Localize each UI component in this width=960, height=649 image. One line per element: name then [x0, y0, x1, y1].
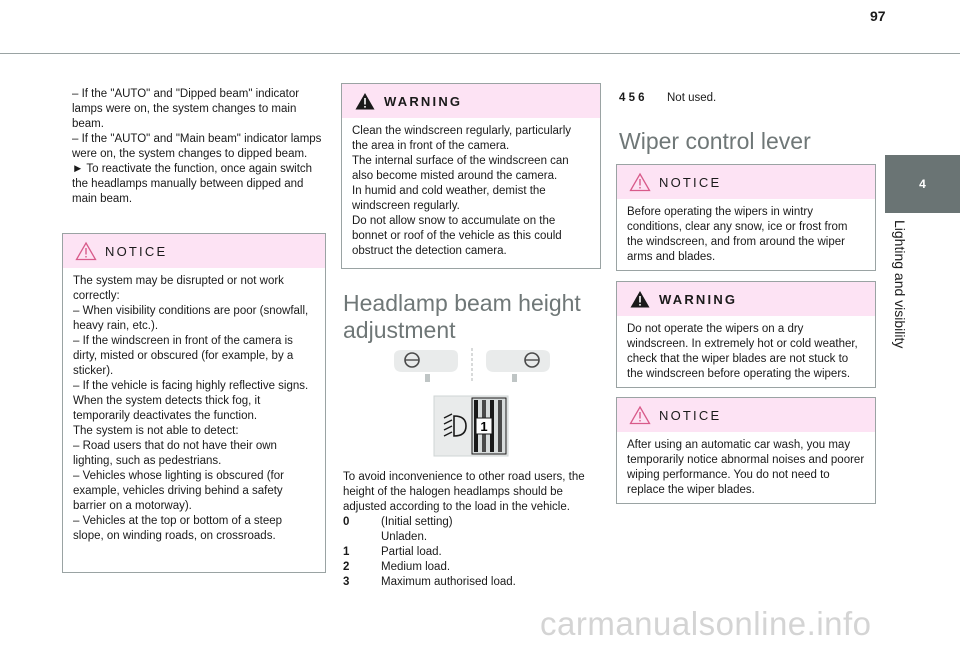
warning-header	[342, 84, 600, 118]
dashboard-icon	[486, 350, 550, 382]
warning-body	[342, 118, 600, 265]
watermark: carmanualsonline.info	[540, 605, 872, 642]
warning-body	[617, 316, 875, 388]
setting-number: 3	[343, 576, 350, 588]
setting-number: 1	[343, 546, 350, 558]
column-1	[72, 87, 324, 207]
warning-heading: WARNING	[659, 291, 738, 307]
setting-text: Medium load.	[381, 561, 451, 573]
notice-triangle-icon	[629, 172, 651, 192]
warning-triangle-icon	[629, 289, 651, 309]
notice-line: – Vehicles whose lighting is obscured (for example, vehicles driving behind a safety barrier on a motorway).	[73, 470, 284, 512]
chapter-number: 4	[919, 177, 926, 191]
setting-item	[343, 545, 599, 560]
setting-number: 0	[343, 516, 350, 528]
column-2-text	[343, 470, 599, 590]
not-used-row	[619, 91, 869, 106]
not-used-text: Not used.	[667, 92, 717, 104]
headlamp-thumbwheel-icon	[434, 396, 508, 456]
notice-text: After using an automatic car wash, you may temporarily notice abnormal noises and poorer wiping performance. You do not need to replace the wiper blades.	[627, 439, 865, 496]
top-rule	[0, 53, 960, 54]
notice-line: The system is not able to detect:	[73, 425, 239, 437]
notice-heading: NOTICE	[659, 407, 722, 423]
warning-text: Do not operate the wipers on a dry windscreen. In extremely hot or cold weather, check that the wiper blades are not stuck to the windscreen before operating the wipers.	[627, 323, 858, 380]
setting-text: Partial load.	[381, 546, 442, 558]
warning-line: Do not allow snow to accumulate on the bonnet or roof of the vehicle as this could obstruct the detection camera.	[352, 215, 562, 257]
notice-body	[617, 432, 875, 504]
notice-line: – When visibility conditions are poor (snowfall, heavy rain, etc.).	[73, 305, 309, 332]
setting-number	[343, 530, 381, 545]
notice-body	[617, 199, 875, 271]
warning-triangle-icon	[354, 91, 376, 111]
chapter-title: Lighting and visibility	[892, 220, 908, 349]
setting-text: Maximum authorised load.	[381, 576, 516, 588]
svg-text:1: 1	[480, 419, 488, 434]
notice-line: – Vehicles at the top or bottom of a steep slope, on winding roads, on crossroads.	[73, 515, 283, 542]
warning-header	[617, 282, 875, 316]
warning-line: The internal surface of the windscreen can also become misted around the camera.	[352, 155, 569, 182]
page-number: 97	[870, 8, 886, 24]
notice-heading: NOTICE	[105, 243, 168, 259]
setting-text: (Initial setting)	[381, 516, 453, 528]
notice-header	[617, 398, 875, 432]
notice-header	[617, 165, 875, 199]
warning-heading: WARNING	[384, 93, 463, 109]
setting-item	[343, 515, 599, 530]
warning-box	[341, 83, 601, 269]
setting-item	[343, 575, 599, 590]
notice-triangle-icon	[629, 405, 651, 425]
headlamp-adjustment-illustration	[392, 346, 552, 458]
setting-item	[343, 530, 599, 545]
setting-item	[343, 560, 599, 575]
not-used-numbers: 4 5 6	[619, 92, 645, 104]
setting-text: Unladen.	[381, 531, 428, 543]
notice-line: – If the windscreen in front of the camera is dirty, misted or obscured (for example, by a sticker).	[73, 335, 294, 377]
warning-line: Clean the windscreen regularly, particularly the area in front of the camera.	[352, 125, 572, 152]
notice-line: – If the vehicle is facing highly reflective signs.	[73, 380, 309, 392]
notice-header	[63, 234, 325, 268]
warning-box	[616, 281, 876, 388]
notice-triangle-icon	[75, 241, 97, 261]
paragraph: ► To reactivate the function, once again switch the headlamps manually between dipped and main beam.	[72, 163, 313, 205]
notice-line: The system may be disrupted or not work correctly:	[73, 275, 284, 302]
notice-box	[616, 397, 876, 504]
paragraph: – If the "AUTO" and "Main beam" indicator lamps were on, the system changes to dipped beam.	[72, 133, 322, 160]
intro-text: To avoid inconvenience to other road users, the height of the halogen headlamps should be adjusted according to the load in the vehicle.	[343, 471, 585, 513]
notice-heading: NOTICE	[659, 174, 722, 190]
paragraph: – If the "AUTO" and "Dipped beam" indicator lamps were on, the system changes to main beam.	[72, 88, 300, 130]
notice-box	[616, 164, 876, 271]
chapter-label	[878, 220, 918, 370]
section-title: Headlamp beam height adjustment	[343, 290, 581, 343]
notice-body	[63, 268, 325, 550]
notice-box	[62, 233, 326, 573]
notice-line: – Road users that do not have their own lighting, such as pedestrians.	[73, 440, 277, 467]
section-title: Wiper control lever	[619, 128, 811, 154]
setting-number: 2	[343, 561, 350, 573]
chapter-tab	[885, 155, 960, 213]
warning-line: In humid and cold weather, demist the windscreen regularly.	[352, 185, 546, 212]
dashboard-icon	[394, 350, 458, 382]
notice-text: Before operating the wipers in wintry conditions, clear any snow, ice or frost from the windscreen, and from around the wiper arms and blades.	[627, 206, 848, 263]
notice-line: When the system detects thick fog, it temporarily deactivates the function.	[73, 395, 261, 422]
